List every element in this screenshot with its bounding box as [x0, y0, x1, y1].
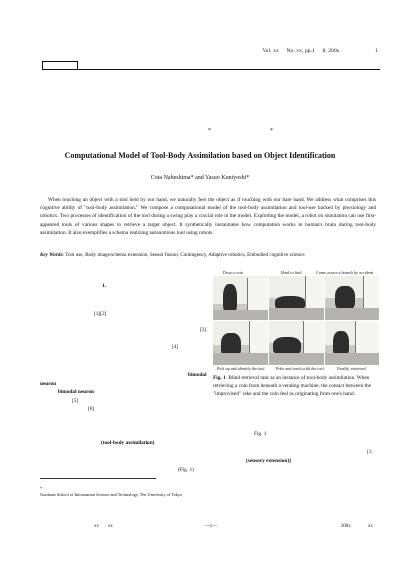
citation-5: [5] [72, 398, 79, 404]
label-come-across-branch: Come across a branch by accident [316, 270, 374, 275]
keywords-label: Key Words: [40, 252, 65, 258]
footnote [40, 486, 190, 498]
abstract: When touching an object with a tool held by our hand, we naturally feel the object as if touching with our bare hand. We address what comprises this cognitive ability of "tool-body assimilation." We compose a computational model of the tool-body assimilation and tool-use backed by physiology and robotics. Two processes of identification of the tool during a swing play a crucial role in the model. Exploiting the model, a robot on simulation can use first-appeared tools of various shapes to retrieve a target object. It synthetically instantiates how computation works in human's brain during tool-body assimilation. It also exemplifies a schema realizing autonomous tool using robots. [40, 197, 376, 236]
photo-come-across-branch [325, 276, 379, 320]
citation-4: [4] [172, 344, 179, 350]
fig1-ref-left: (Fig. 1) [178, 467, 194, 473]
label-poke-and-reach: Poke and reach with the tool [276, 366, 324, 371]
label-pick-up-tool: Pick up and identify the tool [217, 366, 265, 371]
citation-1-bracket: [1: [367, 449, 373, 455]
keywords [40, 252, 376, 259]
title-mark-2: * [270, 128, 273, 134]
label-hard-to-find: Hard to find [281, 270, 302, 275]
figure-1 [213, 270, 379, 374]
label-finally-retrieved: Finally, retrieved [337, 366, 366, 371]
journal-logo-box [42, 61, 78, 70]
header-rule [78, 69, 380, 70]
footer-right-1: 200x [341, 524, 351, 529]
header-date: 8, 200x [322, 48, 340, 54]
figure-1-caption-label: Fig. 1 [213, 375, 226, 381]
citation-3: [3] [200, 327, 207, 333]
title-mark-1: * [208, 128, 211, 134]
header-page: 1 [375, 48, 378, 54]
header-number: No. xx, pp.1 [286, 48, 315, 54]
citation-6: [6] [88, 406, 95, 412]
running-header [256, 48, 378, 54]
keywords-text: Tool use, Body image/schema extension, Sensor fusion, Contingency, Adaptive robotics, Embodied cognitive science [65, 252, 305, 258]
footnote-text: Graduate School of Information Science and Technology, The University of Tokyo [40, 492, 183, 498]
figure-1-caption [213, 374, 379, 398]
footnote-mark: * [40, 486, 43, 491]
photo-drop-coin [213, 276, 268, 320]
footer-left-2: xx [108, 524, 113, 529]
fig1-ref-right: Fig. 1 [254, 431, 267, 437]
photo-finally-retrieved [325, 321, 379, 365]
term-neuron: neuron [40, 381, 57, 387]
term-bimodal: bimodal [188, 372, 207, 378]
header-volume: Vol. xx [262, 48, 279, 54]
footer-page-number: —1— [205, 524, 217, 529]
photo-hard-to-find [269, 276, 324, 320]
photo-poke-and-reach [269, 321, 324, 365]
figure-1-caption-text: Blind retrieval task as an instance of tool-body assimilation. When retrieving a coin from beneath a vending machine, the contact between the "improvised" rake and the coin feel as originating from one's hand. [213, 375, 371, 397]
term-bimodal-neuron: bimodal neuron [58, 389, 94, 395]
footnote-rule [40, 478, 156, 479]
footer-left-1: xx [94, 524, 99, 529]
footer-right-2: xx [368, 524, 373, 529]
paper-title: Computational Model of Tool-Body Assimilation based on Object Identification [64, 151, 336, 160]
label-drop-coin: Drop a coin [223, 270, 243, 275]
citation-1-2: [1][2] [94, 311, 107, 317]
section-1-heading: 1. [102, 283, 106, 289]
term-sensory-extension: (sensory extension)] [246, 458, 291, 464]
term-tool-body-assimilation: (tool-body assimilation) [101, 440, 155, 446]
photo-pick-up-tool [213, 321, 268, 365]
paper-authors: Cota Nabeshima* and Yasuo Kuniyoshi* [150, 175, 250, 181]
